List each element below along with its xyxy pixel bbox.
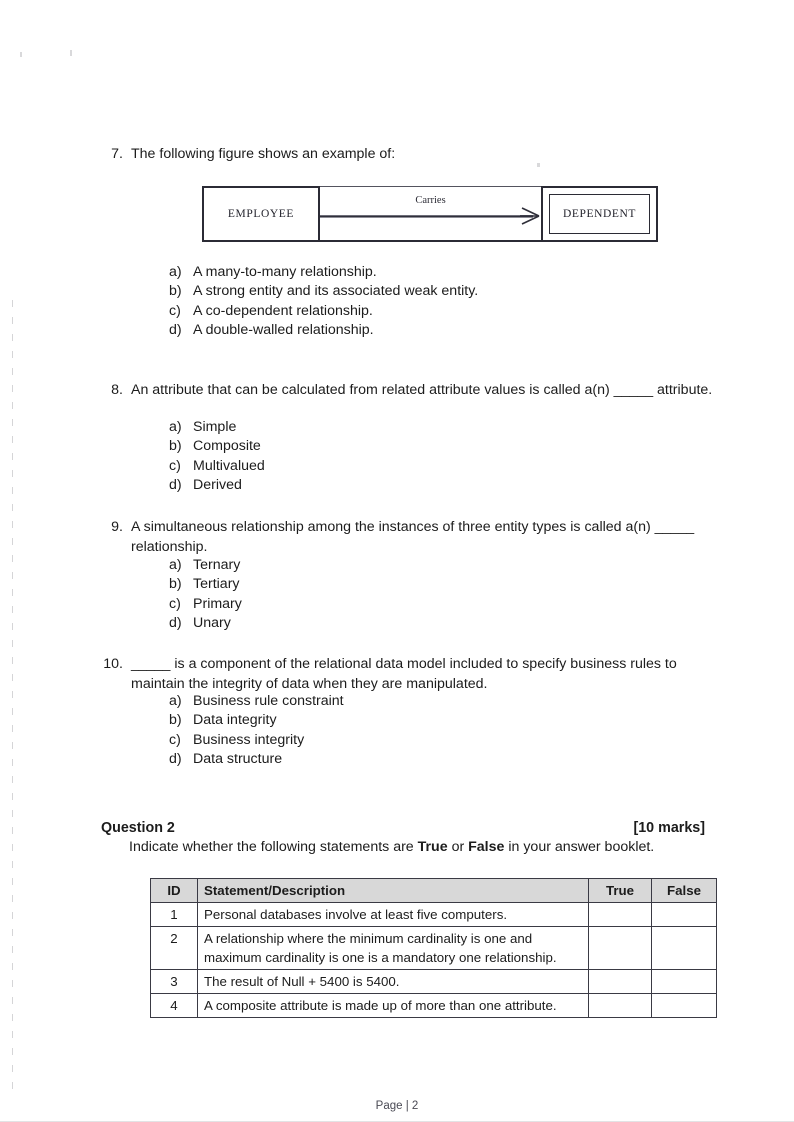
instruction-tail: in your answer booklet. [504,839,655,855]
cell-true[interactable] [589,903,652,927]
scan-artifact-left-margin [12,300,13,1090]
scan-speckle [70,50,72,56]
table-head [151,879,717,903]
question-7-stem-row [101,145,721,165]
question-10-stem: _____ is a component of the relational data model included to specify business rules to maintain the integrity of data when they are manipulated. [131,656,677,692]
question-2-marks: [10 marks] [633,820,705,836]
er-diagram-figure [202,186,658,242]
table-body [151,903,717,1018]
option-tag: a) [169,419,182,435]
option-text: Multivalued [193,457,265,474]
question-7-number: 7. [111,146,123,162]
option-item[interactable] [169,556,689,575]
instruction-middle: or [447,839,469,855]
option-item[interactable] [169,575,689,594]
question-2-title: Question 2 [101,820,175,836]
option-text: Primary [193,595,242,612]
option-tag: c) [169,457,181,474]
question-9-stem: A simultaneous relationship among the instances of three entity types is called a(n) _____ relationship. [131,519,695,555]
option-tag: d) [169,615,182,632]
question-8-options [169,418,689,496]
option-tag: b) [169,576,182,593]
option-tag: c) [169,595,181,612]
option-text: Ternary [193,557,241,573]
table-row [151,994,717,1018]
cell-true[interactable] [589,927,652,970]
question-8-stem-row [101,381,721,401]
option-item[interactable] [169,731,689,750]
er-strong-entity-employee [202,186,320,242]
option-tag: b) [169,283,182,300]
option-tag: d) [169,751,182,768]
option-text: A strong entity and its associated weak entity. [193,283,479,300]
er-weak-entity-inner-box [549,194,650,234]
option-item[interactable] [169,750,689,769]
option-tag: a) [169,693,182,709]
cell-statement: Personal databases involve at least five computers. [198,903,589,927]
option-item[interactable] [169,282,689,301]
cell-false[interactable] [652,994,717,1018]
cell-id: 3 [151,970,198,994]
question-9-number: 9. [111,519,123,535]
option-tag: b) [169,712,182,729]
er-dependent-label: DEPENDENT [562,208,637,220]
table-header-row [151,879,717,903]
option-tag: c) [169,302,181,319]
option-tag: b) [169,438,182,455]
cell-statement: A composite attribute is made up of more than one attribute. [198,994,589,1018]
er-weak-entity-dependent [541,186,658,242]
option-item[interactable] [169,614,689,633]
column-header-statement: Statement/Description [198,879,589,903]
er-employee-label: EMPLOYEE [227,208,295,220]
question-9 [101,518,749,557]
scan-speckle [20,52,22,57]
cell-statement: A relationship where the minimum cardinality is one and maximum cardinality is one is a mandatory one relationship. [198,927,589,970]
option-text: A double-walled relationship. [193,322,374,339]
option-text: Composite [193,438,261,455]
question-8-number: 8. [111,382,123,398]
table-row [151,970,717,994]
option-text: Unary [193,615,231,632]
instruction-true-word: True [417,839,448,855]
column-header-id: ID [151,879,198,903]
option-item[interactable] [169,476,689,495]
instruction-lead: Indicate whether the following statements are [129,839,418,855]
table-row [151,927,717,970]
question-10-options [169,692,689,770]
cell-statement: The result of Null + 5400 is 5400. [198,970,589,994]
cell-true[interactable] [589,994,652,1018]
option-tag: c) [169,731,181,748]
option-text: Tertiary [193,576,240,593]
option-item[interactable] [169,263,689,282]
table-row [151,903,717,927]
cell-id: 2 [151,927,198,970]
option-text: Simple [193,419,237,435]
question-7-options [169,263,689,341]
column-header-true: True [589,879,652,903]
option-text: Business integrity [193,731,305,748]
question-10-number: 10. [103,656,123,672]
option-item[interactable] [169,418,689,437]
option-text: Data integrity [193,712,277,729]
option-item[interactable] [169,437,689,456]
option-tag: a) [169,264,182,280]
option-text: A co-dependent relationship. [193,302,373,319]
option-tag: d) [169,322,182,339]
crows-foot-icon [518,205,540,227]
question-2-header [101,820,705,836]
cell-true[interactable] [589,970,652,994]
option-item[interactable] [169,711,689,730]
option-text: A many-to-many relationship. [193,264,377,280]
question-8-stem: An attribute that can be calculated from related attribute values is called a(n) _____ attribute. [131,382,713,398]
cell-false[interactable] [652,927,717,970]
er-relationship-label: Carries [415,195,446,206]
question-9-stem-row [101,518,749,557]
question-2-instruction [129,839,654,855]
option-item[interactable] [169,692,689,711]
option-item[interactable] [169,302,689,321]
cell-id: 1 [151,903,198,927]
option-item[interactable] [169,321,689,340]
option-text: Business rule constraint [193,693,344,709]
question-7-stem: The following figure shows an example of: [131,146,396,162]
option-tag: a) [169,557,182,573]
cell-false[interactable] [652,903,717,927]
cell-id: 4 [151,994,198,1018]
question-9-options [169,556,689,634]
option-item[interactable] [169,595,689,614]
question-7 [101,145,721,165]
question-10-stem-row [101,655,734,694]
true-false-table [150,878,717,1018]
instruction-false-word: False [468,839,505,855]
question-8 [101,381,721,401]
cell-false[interactable] [652,970,717,994]
column-header-false: False [652,879,717,903]
page-footer: Page | 2 [375,1100,419,1112]
question-10 [101,655,734,694]
option-item[interactable] [169,457,689,476]
option-tag: d) [169,477,182,494]
option-text: Data structure [193,751,283,768]
option-text: Derived [193,477,242,494]
er-relationship-line [320,215,533,218]
